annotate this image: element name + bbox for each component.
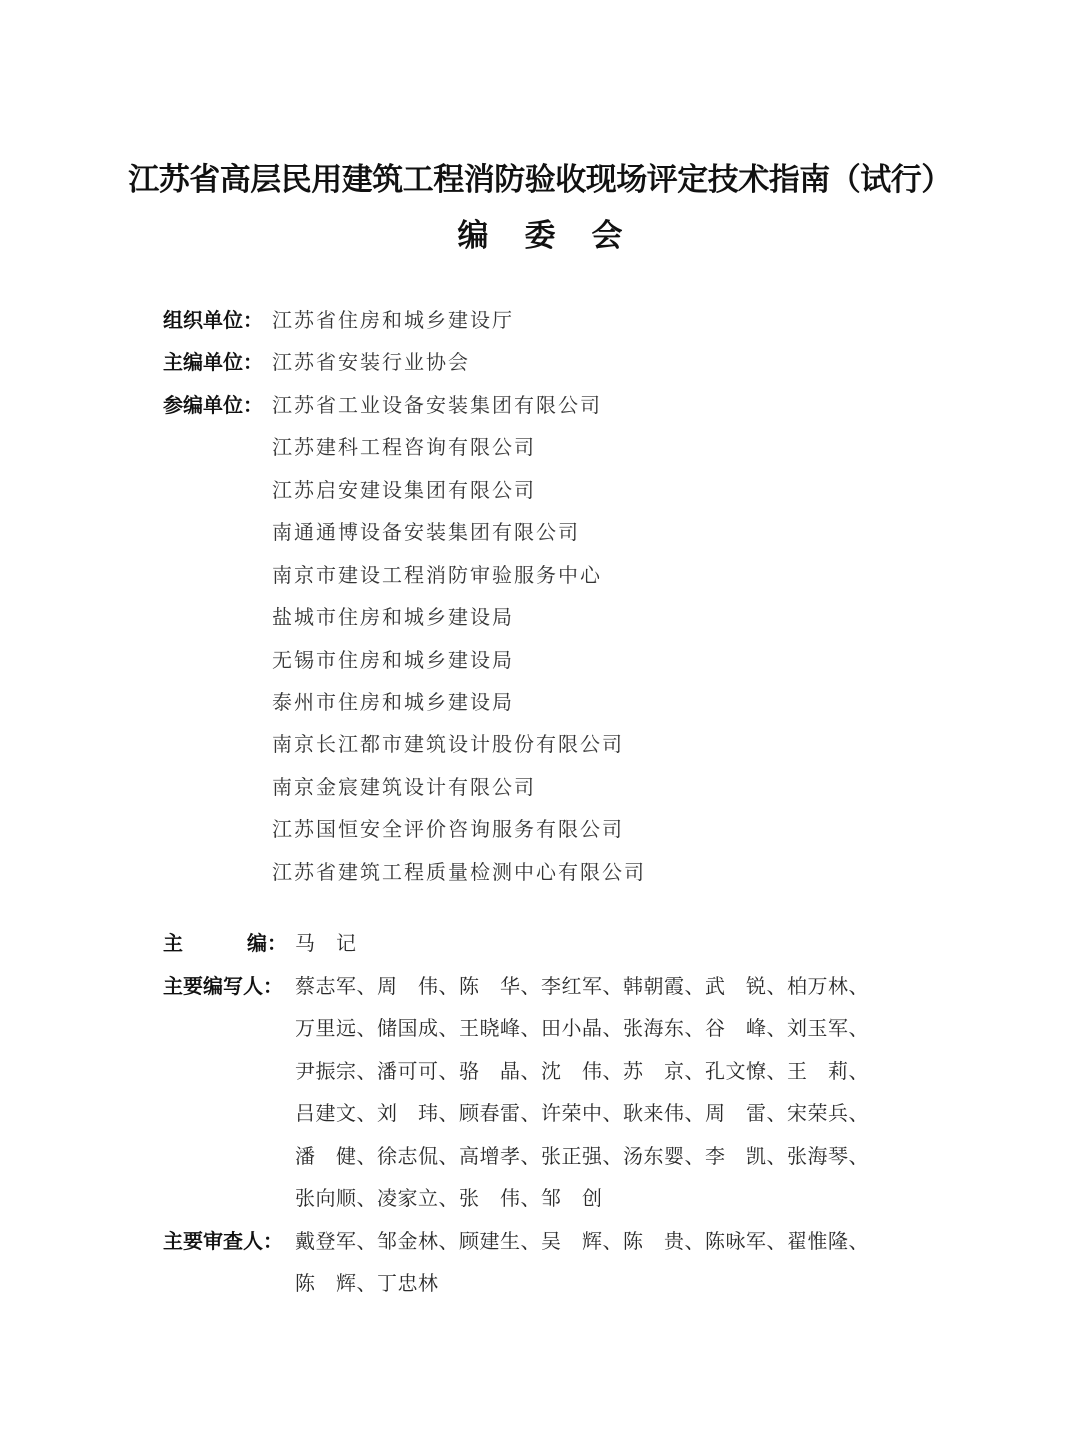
participating-unit: 南京金宸建筑设计有限公司	[272, 775, 536, 799]
main-writers-row	[163, 973, 869, 999]
chief-editor-unit-value: 江苏省安装行业协会	[272, 350, 470, 374]
participating-unit: 无锡市住房和城乡建设局	[272, 648, 514, 672]
main-writers-line: 张向顺、凌家立、张 伟、邹 创	[295, 1186, 603, 1210]
participating-unit: 盐城市住房和城乡建设局	[272, 605, 514, 629]
main-writers-line: 潘 健、徐志侃、高增孝、张正强、汤东婴、李 凯、张海琴、	[295, 1144, 869, 1168]
participating-units-row	[163, 392, 602, 418]
participating-unit: 江苏建科工程咨询有限公司	[272, 435, 536, 459]
document-title: 江苏省高层民用建筑工程消防验收现场评定技术指南（试行）	[128, 162, 952, 198]
participating-unit: 南京市建设工程消防审验服务中心	[272, 563, 602, 587]
organizer-value: 江苏省住房和城乡建设厅	[272, 308, 514, 332]
main-reviewers-label: 主要审查人：	[163, 1229, 283, 1253]
organizer-label: 组织单位：	[163, 308, 263, 332]
main-reviewers-row	[163, 1228, 869, 1254]
participating-unit: 南京长江都市建筑设计股份有限公司	[272, 732, 624, 756]
chief-editor-value: 马 记	[295, 931, 357, 955]
main-reviewers-line: 戴登军、邹金林、顾建生、吴 辉、陈 贵、陈咏军、翟惟隆、	[295, 1229, 869, 1253]
participating-units-label: 参编单位：	[163, 393, 263, 417]
main-writers-line: 吕建文、刘 玮、顾春雷、许荣中、耿来伟、周 雷、宋荣兵、	[295, 1101, 869, 1125]
participating-unit: 江苏国恒安全评价咨询服务有限公司	[272, 817, 624, 841]
chief-editor-unit-row	[163, 349, 470, 375]
chief-editor-label: 主 编：	[163, 931, 287, 955]
document-subtitle: 编委会	[457, 218, 659, 254]
main-writers-line: 蔡志军、周 伟、陈 华、李红军、韩朝霞、武 锐、柏万林、	[295, 974, 869, 998]
organizer-row	[163, 307, 514, 333]
participating-unit: 泰州市住房和城乡建设局	[272, 690, 514, 714]
main-reviewers-line: 陈 辉、丁忠林	[295, 1271, 439, 1295]
chief-editor-row	[163, 930, 357, 956]
participating-unit: 南通通博设备安装集团有限公司	[272, 520, 580, 544]
participating-unit: 江苏启安建设集团有限公司	[272, 478, 536, 502]
chief-editor-unit-label: 主编单位：	[163, 350, 263, 374]
participating-unit: 江苏省建筑工程质量检测中心有限公司	[272, 860, 646, 884]
main-writers-label: 主要编写人：	[163, 974, 283, 998]
main-writers-line: 万里远、储国成、王晓峰、田小晶、张海东、谷 峰、刘玉军、	[295, 1016, 869, 1040]
participating-unit: 江苏省工业设备安装集团有限公司	[272, 393, 602, 417]
main-writers-line: 尹振宗、潘可可、骆 晶、沈 伟、苏 京、孔文憭、王 莉、	[295, 1059, 869, 1083]
